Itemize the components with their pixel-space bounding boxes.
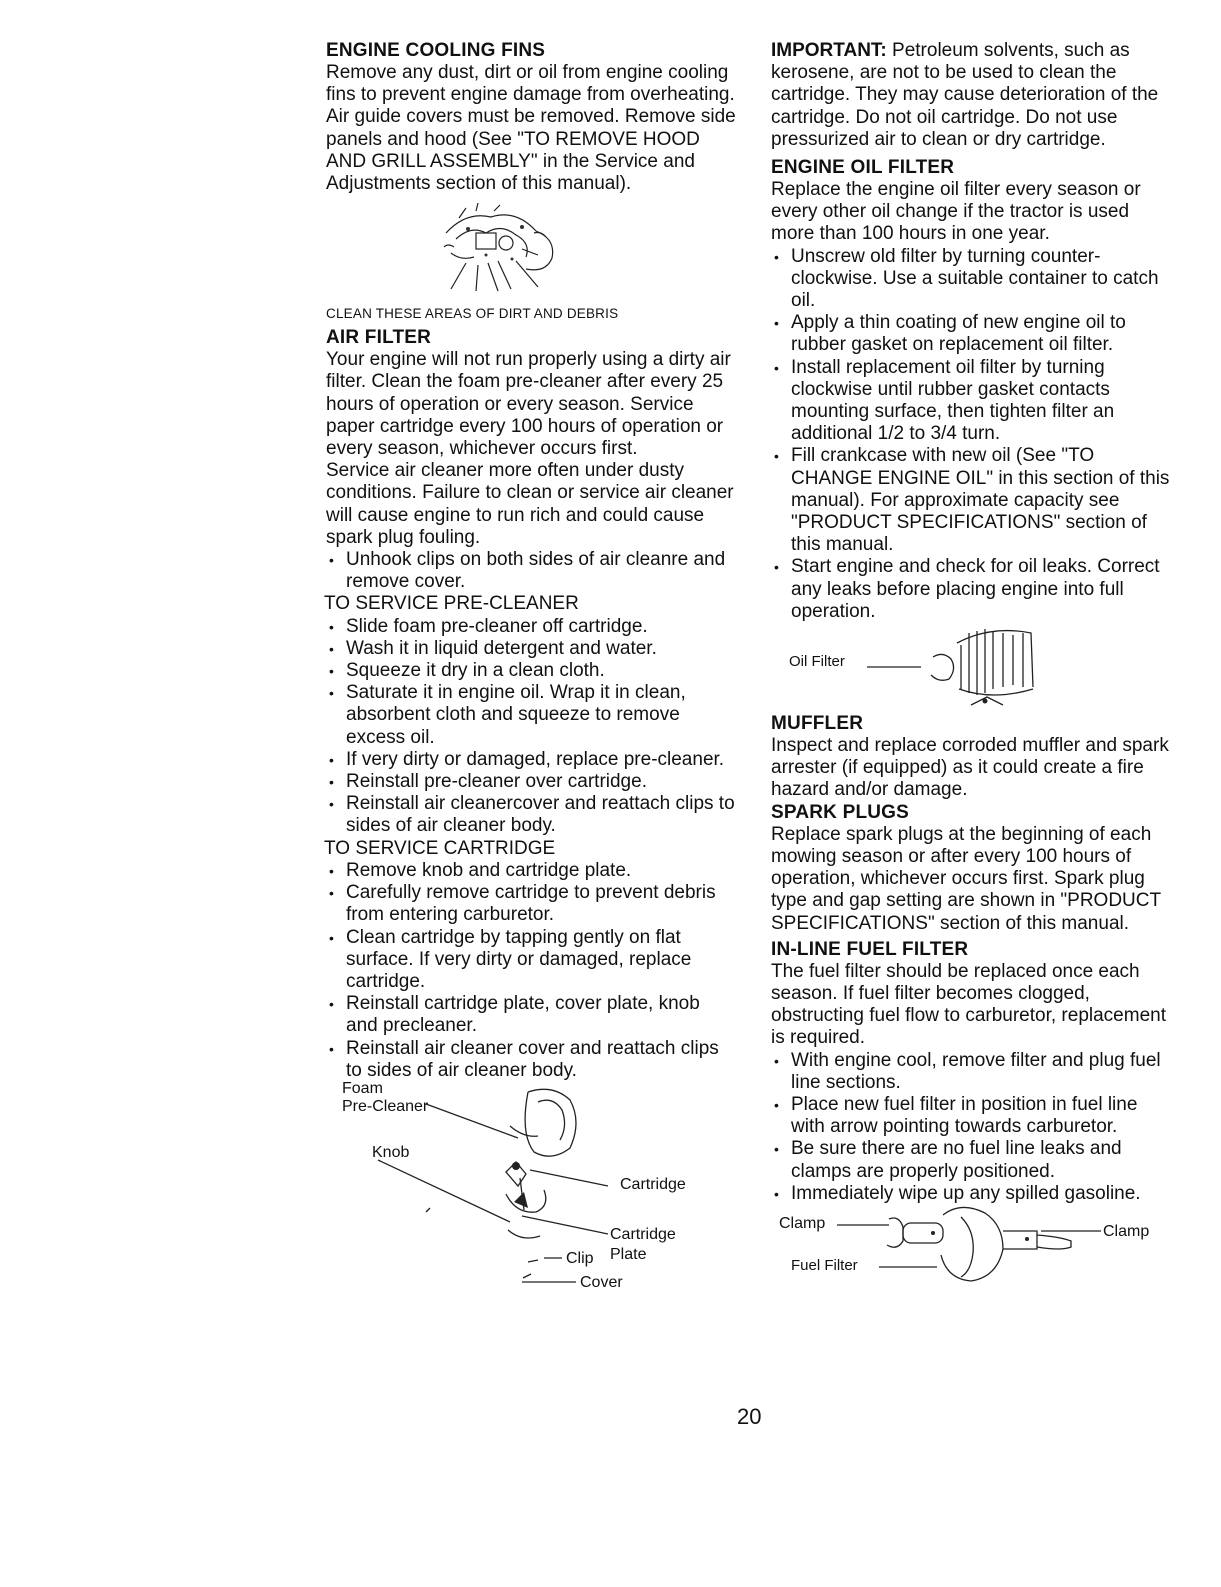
fuel-filter-diagram (771, 1205, 1171, 1295)
cover-label: Cover (580, 1273, 623, 1291)
air-filter-list (326, 549, 736, 593)
oil-filter-list (771, 246, 1171, 623)
spark-plugs-heading: SPARK PLUGS (771, 801, 910, 823)
list-item: • Wash it in liquid detergent and water. (326, 638, 736, 660)
list-item: • Reinstall pre-cleaner over cartridge. (326, 771, 736, 793)
precleaner-list (326, 616, 736, 838)
list-item: • Saturate it in engine oil. Wrap it in clean, absorbent cloth and squeeze to remove excess oil. (326, 682, 736, 749)
list-item: • Reinstall air cleaner cover and reattach clips to sides of air cleaner body. (326, 1038, 736, 1082)
list-item: • Install replacement oil filter by turning clockwise until rubber gasket contacts mounting surface, then tighten filter an additional 1/2 to 3/4 turn. (771, 357, 1171, 446)
list-item: • Reinstall cartridge plate, cover plate, knob and precleaner. (326, 993, 736, 1037)
list-item: • With engine cool, remove filter and plug fuel line sections. (771, 1050, 1171, 1094)
cartridge-plate-label: Cartridge (610, 1225, 676, 1243)
air-cleaner-exploded-icon (338, 1079, 718, 1312)
oil-filter-heading: ENGINE OIL FILTER (771, 157, 955, 179)
clamp-left-label: Clamp (779, 1214, 826, 1232)
important-note (771, 40, 1171, 151)
list-item: • Clean cartridge by tapping gently on flat surface. If very dirty or damaged, replace cartridge. (326, 927, 736, 994)
air-filter-text-2: Service air cleaner more often under dusty conditions. Failure to clean or service air cleaner will cause engine to run rich and could cause spark plug fouling. (326, 460, 734, 548)
list-item: • Fill crankcase with new oil (See "TO CHANGE ENGINE OIL" in this section of this manual). For approximate capacity see "PRODUCT SPECIFICATIONS" section of this manual. (771, 445, 1171, 556)
oil-filter-label: Oil Filter (789, 653, 845, 671)
precleaner-subheading: TO SERVICE PRE-CLEANER (324, 593, 579, 615)
oil-filter-text: Replace the engine oil filter every season or every other oil change if the tractor is used more than 100 hours in one year. (771, 179, 1141, 245)
list-item: • Slide foam pre-cleaner off cartridge. (326, 616, 736, 638)
important-label: IMPORTANT: (771, 40, 887, 61)
air-filter-text: Your engine will not run properly using a dirty air filter. Clean the foam pre-cleaner after every 25 hours of operation or every season. Service paper cartridge every 100 hours of operation or every season, whichever occurs first. (326, 349, 731, 460)
plate-label: Plate (610, 1245, 647, 1263)
fuel-filter-icon (771, 1205, 1171, 1295)
air-filter-heading: AIR FILTER (326, 327, 432, 349)
air-cleaner-diagram (338, 1079, 736, 1312)
cooling-fins-text: Remove any dust, dirt or oil from engine cooling fins to prevent engine damage from overheating. Air guide covers must be removed. Remove side panels and hood (See "TO REMOVE HOOD AND GRILL ASSEMBLY" in the Service and Adjustments section of this manual). (326, 62, 736, 195)
muffler-text: Inspect and replace corroded muffler and spark arrester (if equipped) as it could create a fire hazard and/or damage. (771, 735, 1169, 801)
list-item: • Carefully remove cartridge to prevent debris from entering carburetor. (326, 882, 736, 926)
left-column (326, 40, 736, 1312)
fuel-filter-heading: IN-LINE FUEL FILTER (771, 938, 969, 960)
cooling-fins-caption: CLEAN THESE AREAS OF DIRT AND DEBRIS (326, 306, 619, 322)
page-number: 20 (737, 1404, 762, 1429)
cartridge-list (326, 860, 736, 1082)
fuel-filter-list (771, 1050, 1171, 1205)
list-item: • If very dirty or damaged, replace pre-cleaner. (326, 749, 736, 771)
list-item: • Place new fuel filter in position in fuel line with arrow pointing towards carburetor. (771, 1094, 1171, 1138)
cartridge-subheading: TO SERVICE CARTRIDGE (324, 837, 556, 859)
list-item: • Unhook clips on both sides of air cleanre and remove cover. (326, 549, 736, 593)
cooling-fins-heading: ENGINE COOLING FINS (326, 40, 546, 61)
list-item: • Immediately wipe up any spilled gasoline. (771, 1183, 1171, 1205)
list-item: • Reinstall air cleanercover and reattach clips to sides of air cleaner body. (326, 793, 736, 837)
right-column (771, 40, 1171, 1295)
cartridge-label: Cartridge (620, 1175, 686, 1193)
muffler-heading: MUFFLER (771, 713, 864, 735)
foam-label: Foam (342, 1079, 383, 1097)
oil-filter-diagram (771, 623, 1171, 709)
list-item: • Be sure there are no fuel line leaks and clamps are properly positioned. (771, 1138, 1171, 1182)
spark-plugs-text: Replace spark plugs at the beginning of each mowing season or after every 100 hours of operation, whichever occurs first. Spark plug type and gap setting are shown in "PRODUCT SPECIFICATIONS" section of this manual. (771, 823, 1161, 934)
important-text: Petroleum solvents, such as kerosene, are not to be used to clean the cartridge. They may cause deterioration of the cartridge. Do not oil cartridge. Do not use pressurized air to clean or dry cartridge. (771, 40, 1159, 150)
clamp-right-label: Clamp (1103, 1222, 1150, 1240)
cooling-fins-illustration (326, 203, 736, 295)
list-item: • Start engine and check for oil leaks. Correct any leaks before placing engine into full operation. (771, 556, 1171, 623)
clip-label: Clip (566, 1249, 594, 1267)
fuel-filter-text: The fuel filter should be replaced once each season. If fuel filter becomes clogged, obstructing fuel flow to carburetor, replacement is required. (771, 960, 1166, 1049)
engine-fins-icon (326, 203, 736, 295)
list-item: • Unscrew old filter by turning counter-clockwise. Use a suitable container to catch oil. (771, 246, 1171, 313)
list-item: • Remove knob and cartridge plate. (326, 860, 736, 882)
knob-label: Knob (372, 1143, 410, 1161)
precleaner-label: Pre-Cleaner (342, 1097, 429, 1115)
fuel-filter-label: Fuel Filter (791, 1256, 858, 1274)
list-item: • Squeeze it dry in a clean cloth. (326, 660, 736, 682)
list-item: • Apply a thin coating of new engine oil to rubber gasket on replacement oil filter. (771, 312, 1171, 356)
